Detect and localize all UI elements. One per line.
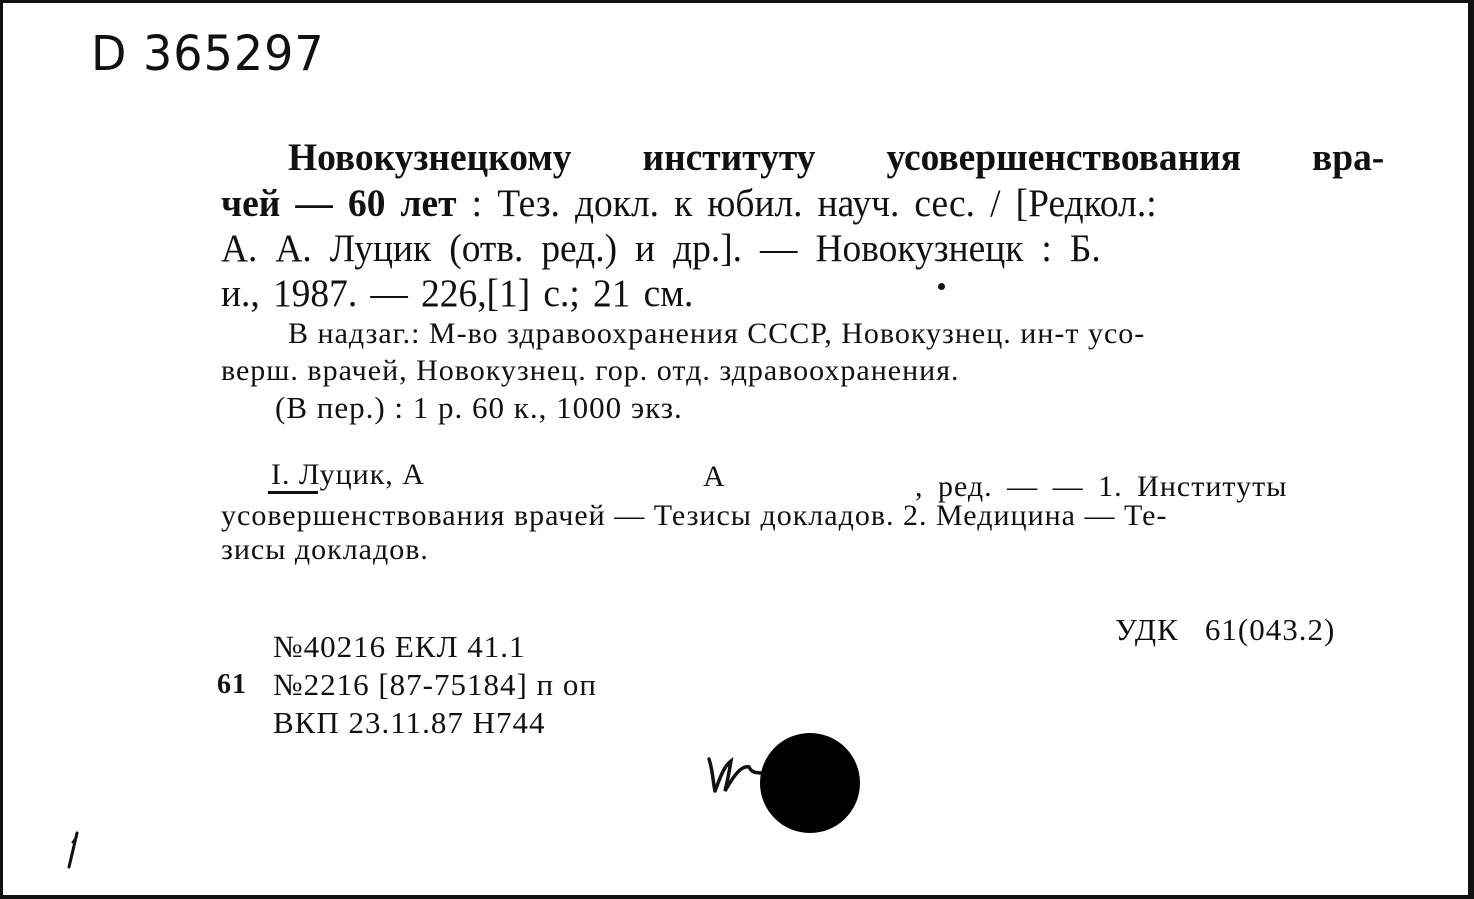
code-line-3: ВКП 23.11.87 Н744 — [273, 705, 546, 740]
underline-mark — [268, 491, 318, 494]
title-end: чей — 60 лет — [221, 182, 457, 225]
code-line-1: №40216 ЕКЛ 41.1 — [273, 629, 526, 664]
price-line: (В пер.) : 1 р. 60 к., 1000 экз. — [275, 390, 683, 425]
note-line-2: верш. врачей, Новокузнец. гор. отд. здравоохранения. — [221, 354, 960, 387]
tracing-line-1c: , ред. — — 1. Институты — [915, 470, 1288, 503]
title-line — [288, 135, 1384, 180]
tracing-line-1b: А — [703, 460, 726, 493]
body-line-3: А. А. Луцик (отв. ред.) и др.]. — Новокузнецк : Б. — [221, 227, 1101, 270]
title-word: институту — [642, 136, 816, 179]
body-line-2 — [221, 181, 1157, 226]
body-line-4: и., 1987. — 226,[1] с.; 21 см. — [221, 272, 694, 315]
code-line-2-prefix: 61 — [217, 669, 247, 700]
note-line-1: В надзаг.: М-во здравоохранения СССР, Новокузнец. ин-т усо- — [288, 317, 1146, 350]
ink-dot — [938, 283, 945, 290]
stamp-dot — [760, 733, 860, 833]
title-word: вра- — [1312, 136, 1385, 179]
card-number: D 365297 — [91, 25, 325, 82]
tracing-line-1a: I. Луцик, А — [271, 458, 425, 491]
title-info: : Тез. докл. к юбил. науч. сес. / [Редкол.: — [456, 182, 1157, 225]
tracing-line-2: усовершенствования врачей — Тезисы докладов. 2. Медицина — Те- — [221, 499, 1168, 532]
tracing-line-3: зисы докладов. — [221, 533, 429, 566]
udk-code: УДК 61(043.2) — [1115, 612, 1336, 647]
title-word: усовершенствования — [886, 136, 1242, 179]
title-word: Новокузнецкому — [288, 136, 572, 179]
pencil-mark — [63, 831, 83, 871]
code-line-2: №2216 [87-75184] п оп — [273, 667, 597, 702]
